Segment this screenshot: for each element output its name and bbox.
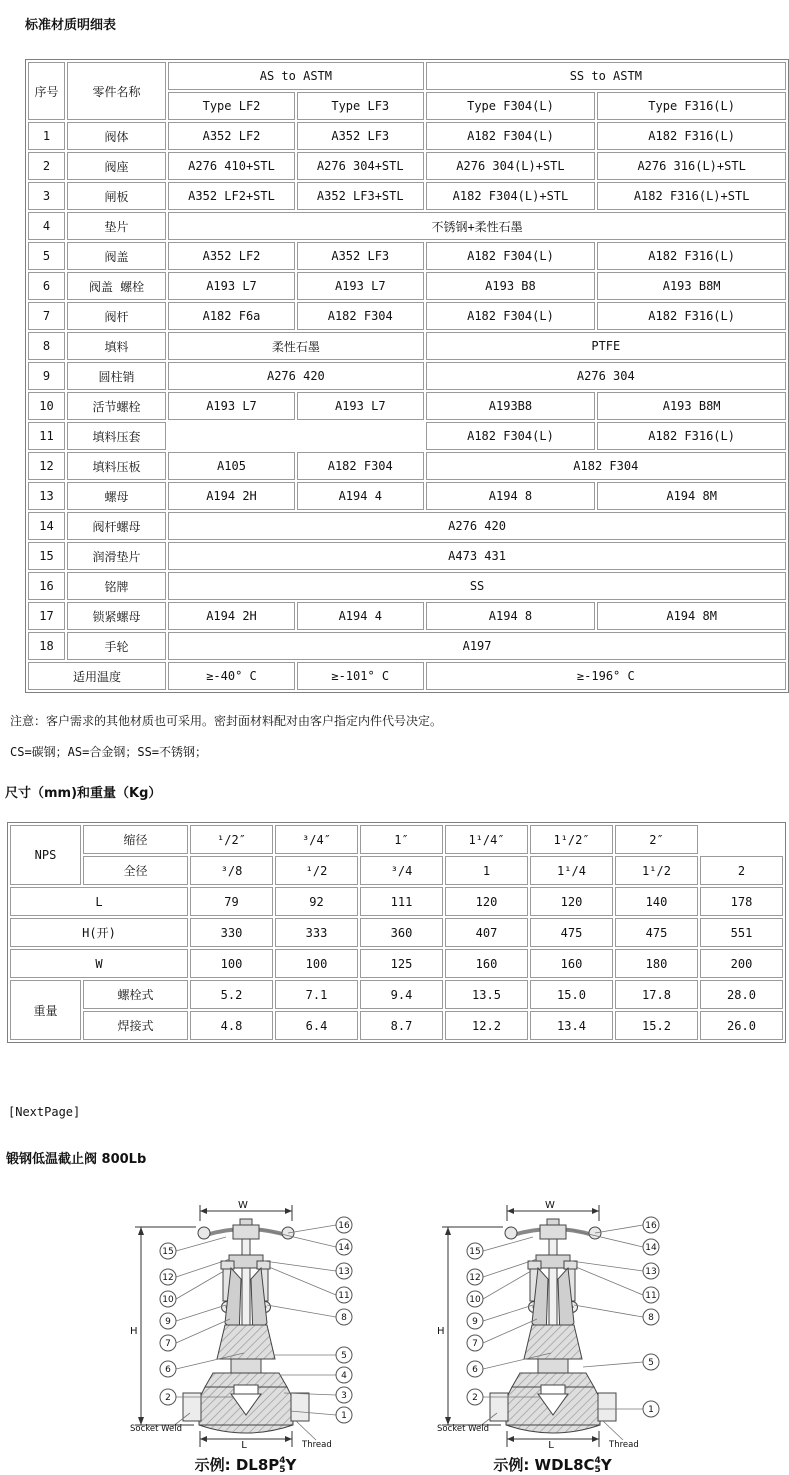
dt-row-label: 焊接式 xyxy=(83,1011,188,1040)
mt-material-cell: A197 xyxy=(168,632,786,660)
mt-header-row xyxy=(28,62,786,90)
mt-no: 10 xyxy=(28,392,65,420)
table-row xyxy=(28,122,786,150)
mt-material-cell: A276 304 xyxy=(426,362,786,390)
mt-no: 2 xyxy=(28,152,65,180)
mt-temp-label: 适用温度 xyxy=(28,662,166,690)
callout-number: 13 xyxy=(645,1267,657,1277)
mt-part-name: 活节螺栓 xyxy=(67,392,166,420)
example-suffix: Y xyxy=(285,1456,297,1474)
mt-no: 6 xyxy=(28,272,65,300)
mt-material-cell: A193B8 xyxy=(426,392,596,420)
mt-material-cell: A194 4 xyxy=(297,602,424,630)
dt-value-cell: 6.4 xyxy=(275,1011,358,1040)
callout-number: 14 xyxy=(338,1243,350,1253)
dt-value-cell: 79 xyxy=(190,887,273,916)
mt-part-name: 闸板 xyxy=(67,182,166,210)
dt-value-cell: 1¹/4 xyxy=(530,856,613,885)
dim-w-label: W xyxy=(238,1200,248,1211)
mt-group-header: AS to ASTM xyxy=(168,62,424,90)
dt-value-cell: 12.2 xyxy=(445,1011,528,1040)
mt-material-cell: A352 LF3 xyxy=(297,242,424,270)
dt-value-cell: 125 xyxy=(360,949,443,978)
dt-row-label: W xyxy=(10,949,188,978)
mt-material-cell: A182 F304(L) xyxy=(426,302,596,330)
mt-material-cell: A182 F304(L) xyxy=(426,122,596,150)
mt-material-cell: 不锈钢+柔性石墨 xyxy=(168,212,786,240)
dt-value-cell: 120 xyxy=(530,887,613,916)
table-row xyxy=(28,632,786,660)
mt-material-cell: A182 F304 xyxy=(297,302,424,330)
dt-value-cell: 100 xyxy=(275,949,358,978)
mt-material-cell: A105 xyxy=(168,452,295,480)
dt-value-cell: 13.5 xyxy=(445,980,528,1009)
mt-part-name: 手轮 xyxy=(67,632,166,660)
mt-material-cell: A276 304+STL xyxy=(297,152,424,180)
dt-value-cell: 178 xyxy=(700,887,783,916)
mt-material-cell: A194 8M xyxy=(597,602,786,630)
dt-value-cell: 475 xyxy=(530,918,613,947)
mt-type-header: Type LF2 xyxy=(168,92,295,120)
dt-value-cell: ³/4″ xyxy=(275,825,358,854)
mt-part-name: 填料 xyxy=(67,332,166,360)
dt-row-label: 螺栓式 xyxy=(83,980,188,1009)
mt-material-cell xyxy=(168,422,424,450)
mt-temp-row xyxy=(28,662,786,690)
table-row xyxy=(10,949,783,978)
dt-value-cell: 15.2 xyxy=(615,1011,698,1040)
dt-value-cell: 100 xyxy=(190,949,273,978)
dt-weight-row-1 xyxy=(10,980,783,1009)
dt-value-cell: 9.4 xyxy=(360,980,443,1009)
dt-weight-header: 重量 xyxy=(10,980,81,1040)
mt-part-name: 阀体 xyxy=(67,122,166,150)
mt-material-cell: A352 LF2+STL xyxy=(168,182,295,210)
table-row xyxy=(28,212,786,240)
mt-type-header: Type LF3 xyxy=(297,92,424,120)
mt-no: 1 xyxy=(28,122,65,150)
mt-no: 11 xyxy=(28,422,65,450)
mt-material-cell: A194 8M xyxy=(597,482,786,510)
callout-number: 7 xyxy=(165,1339,171,1349)
dt-row-label: L xyxy=(10,887,188,916)
mt-material-cell: PTFE xyxy=(426,332,786,360)
dt-value-cell: 4.8 xyxy=(190,1011,273,1040)
dim-l-label: L xyxy=(548,1440,554,1451)
mt-part-name: 圆柱销 xyxy=(67,362,166,390)
dt-value-cell: ³/8 xyxy=(190,856,273,885)
valve-drawing xyxy=(435,1197,670,1453)
mt-no: 17 xyxy=(28,602,65,630)
mt-material-cell: A193 L7 xyxy=(297,272,424,300)
mt-material-cell: A473 431 xyxy=(168,542,786,570)
callout-number: 16 xyxy=(338,1221,350,1231)
dt-weight-row-2 xyxy=(10,1011,783,1040)
mt-material-cell: A182 F304 xyxy=(297,452,424,480)
mt-material-cell: A193 B8M xyxy=(597,272,786,300)
mt-no: 15 xyxy=(28,542,65,570)
material-table xyxy=(25,59,789,693)
mt-material-cell: SS xyxy=(168,572,786,600)
table-row xyxy=(28,392,786,420)
valve-cross-section xyxy=(128,1197,363,1449)
mt-material-cell: A352 LF2 xyxy=(168,122,295,150)
dt-value-cell: 551 xyxy=(700,918,783,947)
mt-material-cell: A352 LF2 xyxy=(168,242,295,270)
mt-material-cell: A194 2H xyxy=(168,482,295,510)
dim-l-label: L xyxy=(241,1440,247,1451)
mt-material-cell: A193 L7 xyxy=(168,272,295,300)
callout-number: 5 xyxy=(341,1351,347,1361)
dim-h-label: H xyxy=(130,1326,138,1337)
dt-value-cell: 330 xyxy=(190,918,273,947)
table-row xyxy=(28,332,786,360)
callout-number: 16 xyxy=(645,1221,657,1231)
mt-part-name: 阀杆螺母 xyxy=(67,512,166,540)
mt-temp-value: ≥-101° C xyxy=(297,662,424,690)
callout-number: 13 xyxy=(338,1267,350,1277)
table-row xyxy=(28,182,786,210)
callout-number: 6 xyxy=(472,1365,478,1375)
callout-number: 6 xyxy=(165,1365,171,1375)
dt-value-cell: 92 xyxy=(275,887,358,916)
callout-number: 10 xyxy=(469,1295,481,1305)
mt-type-header: Type F316(L) xyxy=(597,92,786,120)
dt-value-cell: 1¹/2″ xyxy=(530,825,613,854)
table-row xyxy=(28,272,786,300)
dt-value-cell: 1¹/4″ xyxy=(445,825,528,854)
valve-diagrams xyxy=(128,1197,789,1475)
socket-weld-label: Socket Weld xyxy=(130,1424,183,1434)
mt-part-name: 阀盖 螺栓 xyxy=(67,272,166,300)
dt-value-cell: 2″ xyxy=(615,825,698,854)
table-row xyxy=(28,362,786,390)
mt-material-cell: A182 F304(L)+STL xyxy=(426,182,596,210)
callout-number: 2 xyxy=(165,1393,171,1403)
example-top: 4 xyxy=(279,1455,286,1466)
dt-value-cell: 2 xyxy=(700,856,783,885)
mt-no: 8 xyxy=(28,332,65,360)
mt-material-cell: A193 L7 xyxy=(297,392,424,420)
mt-no: 4 xyxy=(28,212,65,240)
dt-reduced-row xyxy=(10,825,783,854)
mt-material-cell: A276 304(L)+STL xyxy=(426,152,596,180)
dt-value-cell: 180 xyxy=(615,949,698,978)
dt-value-cell: 120 xyxy=(445,887,528,916)
example-prefix: DL8P xyxy=(235,1456,280,1474)
valve-diagram-thread xyxy=(435,1197,670,1475)
dt-value-cell: 1 xyxy=(445,856,528,885)
dt-value-cell: 28.0 xyxy=(700,980,783,1009)
dt-value-cell: 200 xyxy=(700,949,783,978)
callout-number: 1 xyxy=(341,1411,347,1421)
mt-part-name: 铭牌 xyxy=(67,572,166,600)
thread-label: Thread xyxy=(302,1440,332,1450)
mt-material-cell: A194 4 xyxy=(297,482,424,510)
callout-number: 15 xyxy=(162,1247,174,1257)
valve-cross-section xyxy=(435,1197,670,1449)
mt-material-cell: A193 B8M xyxy=(597,392,786,420)
mt-material-cell: A182 F304 xyxy=(426,452,786,480)
callout-number: 4 xyxy=(341,1371,347,1381)
mt-group-header: SS to ASTM xyxy=(426,62,786,90)
callout-number: 3 xyxy=(341,1391,347,1401)
mt-material-cell: A276 420 xyxy=(168,512,786,540)
mt-material-cell: A194 8 xyxy=(426,602,596,630)
table-row xyxy=(28,452,786,480)
dt-value-cell: 17.8 xyxy=(615,980,698,1009)
dt-value-cell: 333 xyxy=(275,918,358,947)
callout-number: 12 xyxy=(469,1273,481,1283)
dt-value-cell: 15.0 xyxy=(530,980,613,1009)
mt-part-name: 阀杆 xyxy=(67,302,166,330)
callout-number: 9 xyxy=(165,1317,171,1327)
callout-number: 11 xyxy=(645,1291,657,1301)
dt-row-label: 缩径 xyxy=(83,825,188,854)
mt-material-cell: A352 LF3 xyxy=(297,122,424,150)
dt-value-cell: 475 xyxy=(615,918,698,947)
callout-number: 12 xyxy=(162,1273,174,1283)
mt-material-cell: A182 F304(L) xyxy=(426,422,596,450)
table-row xyxy=(28,542,786,570)
dt-row-label: H(开) xyxy=(10,918,188,947)
dt-nps-header: NPS xyxy=(10,825,81,885)
dt-value-cell: ¹/2 xyxy=(275,856,358,885)
example-bottom: 5 xyxy=(594,1464,601,1475)
callout-number: 8 xyxy=(341,1313,347,1323)
dt-row-label: 全径 xyxy=(83,856,188,885)
mt-material-cell: A276 410+STL xyxy=(168,152,295,180)
next-page-link[interactable]: [NextPage] xyxy=(8,1105,81,1119)
note-line-1: 注意：客户需求的其他材质也可采用。密封面材料配对由客户指定内件代号决定。 xyxy=(10,714,443,728)
mt-no: 3 xyxy=(28,182,65,210)
mt-part-name: 润滑垫片 xyxy=(67,542,166,570)
dt-value-cell: 1″ xyxy=(360,825,443,854)
mt-part-name: 阀盖 xyxy=(67,242,166,270)
dt-value-cell: 13.4 xyxy=(530,1011,613,1040)
mt-no: 16 xyxy=(28,572,65,600)
example-label: 示例: xyxy=(194,1456,231,1474)
mt-part-name: 锁紧螺母 xyxy=(67,602,166,630)
example-prefix: WDL8C xyxy=(534,1456,595,1474)
socket-weld-label: Socket Weld xyxy=(437,1424,490,1434)
dimension-table xyxy=(7,822,786,1043)
dt-value-cell: 140 xyxy=(615,887,698,916)
mt-material-cell: A194 2H xyxy=(168,602,295,630)
mt-material-cell: A352 LF3+STL xyxy=(297,182,424,210)
mt-part-name: 填料压套 xyxy=(67,422,166,450)
mt-part-name: 填料压板 xyxy=(67,452,166,480)
section2-title: 锻钢低温截止阀 800Lb xyxy=(6,1152,147,1167)
example-suffix: Y xyxy=(600,1456,612,1474)
mt-material-cell: A182 F316(L) xyxy=(597,302,786,330)
page-title: 标准材质明细表 xyxy=(25,18,117,33)
callout-number: 10 xyxy=(162,1295,174,1305)
dt-value-cell: 160 xyxy=(445,949,528,978)
dim-w-label: W xyxy=(545,1200,555,1211)
mt-part-name: 垫片 xyxy=(67,212,166,240)
valve-diagram-socket-weld xyxy=(128,1197,363,1475)
dt-value-cell: 26.0 xyxy=(700,1011,783,1040)
mt-temp-value: ≥-40° C xyxy=(168,662,295,690)
example-code xyxy=(435,1454,670,1475)
mt-no: 13 xyxy=(28,482,65,510)
dt-full-row xyxy=(10,856,783,885)
table-row xyxy=(28,572,786,600)
valve-drawing xyxy=(128,1197,363,1453)
table-row xyxy=(28,152,786,180)
mt-material-cell: A182 F6a xyxy=(168,302,295,330)
mt-material-cell: A193 B8 xyxy=(426,272,596,300)
mt-temp-value: ≥-196° C xyxy=(426,662,786,690)
mt-material-cell: A276 420 xyxy=(168,362,424,390)
example-top: 4 xyxy=(594,1455,601,1466)
table-row xyxy=(28,302,786,330)
callout-number: 8 xyxy=(648,1313,654,1323)
callout-number: 11 xyxy=(338,1291,350,1301)
callout-number: 7 xyxy=(472,1339,478,1349)
callout-number: 15 xyxy=(469,1247,481,1257)
dt-value-cell: 160 xyxy=(530,949,613,978)
table-row xyxy=(28,602,786,630)
mt-material-cell: A182 F316(L)+STL xyxy=(597,182,786,210)
dt-value-cell: 360 xyxy=(360,918,443,947)
mt-no: 5 xyxy=(28,242,65,270)
table-row xyxy=(28,242,786,270)
mt-no: 18 xyxy=(28,632,65,660)
mt-material-cell: A194 8 xyxy=(426,482,596,510)
dt-value-cell: 8.7 xyxy=(360,1011,443,1040)
dt-value-cell: 407 xyxy=(445,918,528,947)
dimensions-title: 尺寸（mm)和重量（Kg） xyxy=(5,786,162,801)
mt-material-cell: 柔性石墨 xyxy=(168,332,424,360)
table-row xyxy=(28,422,786,450)
dt-value-cell xyxy=(700,825,783,854)
mt-material-cell: A276 316(L)+STL xyxy=(597,152,786,180)
mt-part-name: 阀座 xyxy=(67,152,166,180)
mt-part-name: 螺母 xyxy=(67,482,166,510)
dt-value-cell: 1¹/2 xyxy=(615,856,698,885)
dt-value-cell: ¹/2″ xyxy=(190,825,273,854)
dt-value-cell: 7.1 xyxy=(275,980,358,1009)
example-label: 示例: xyxy=(493,1456,530,1474)
callout-number: 14 xyxy=(645,1243,657,1253)
callout-number: 5 xyxy=(648,1358,654,1368)
mt-corner-header: 零件名称 xyxy=(67,62,166,120)
callout-number: 9 xyxy=(472,1317,478,1327)
dim-h-label: H xyxy=(437,1326,445,1337)
table-row xyxy=(10,918,783,947)
mt-no: 7 xyxy=(28,302,65,330)
example-code xyxy=(128,1454,363,1475)
example-bottom: 5 xyxy=(279,1464,286,1475)
mt-material-cell: A182 F316(L) xyxy=(597,422,786,450)
dt-value-cell: 111 xyxy=(360,887,443,916)
callout-number: 2 xyxy=(472,1393,478,1403)
mt-type-header: Type F304(L) xyxy=(426,92,596,120)
mt-material-cell: A193 L7 xyxy=(168,392,295,420)
table-row xyxy=(10,887,783,916)
page xyxy=(0,14,789,1475)
table-row xyxy=(28,482,786,510)
mt-no: 14 xyxy=(28,512,65,540)
mt-material-cell: A182 F316(L) xyxy=(597,242,786,270)
callout-number: 1 xyxy=(648,1405,654,1415)
thread-label: Thread xyxy=(609,1440,639,1450)
dt-value-cell: ³/4 xyxy=(360,856,443,885)
mt-material-cell: A182 F316(L) xyxy=(597,122,786,150)
mt-material-cell: A182 F304(L) xyxy=(426,242,596,270)
mt-corner-header: 序号 xyxy=(28,62,65,120)
mt-no: 12 xyxy=(28,452,65,480)
table-row xyxy=(28,512,786,540)
note-line-2: CS=碳钢；AS=合金钢；SS=不锈钢； xyxy=(10,745,208,759)
mt-no: 9 xyxy=(28,362,65,390)
dt-value-cell: 5.2 xyxy=(190,980,273,1009)
